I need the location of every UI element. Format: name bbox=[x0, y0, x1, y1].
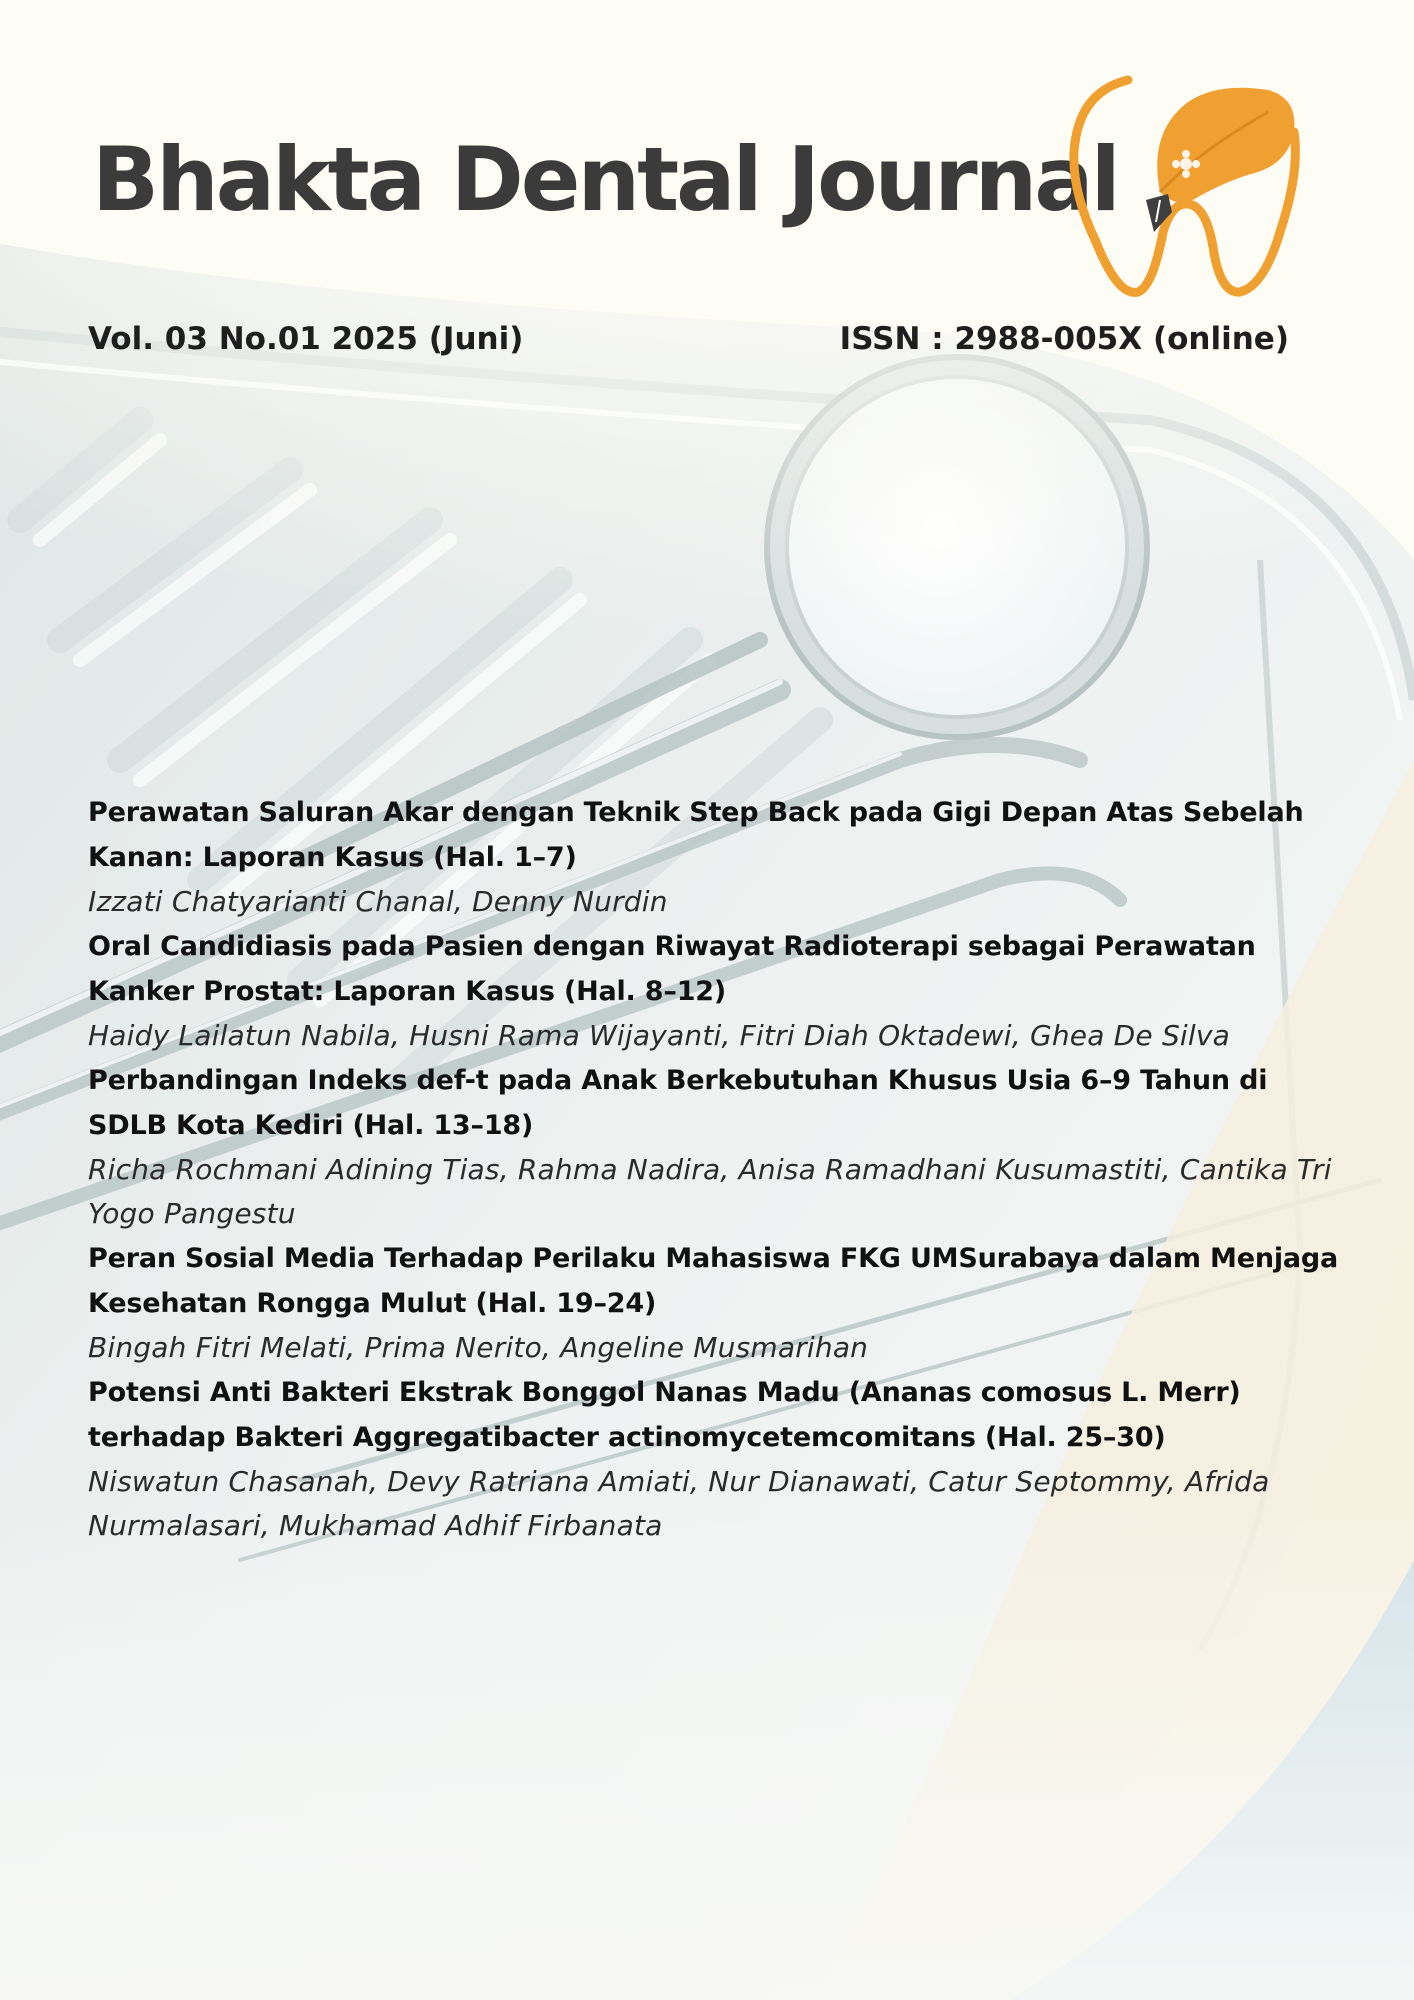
article-title[interactable]: Perawatan Saluran Akar dengan Teknik Step Back pada Gigi Depan Atas Sebelah Kanan: Laporan Kasus (Hal. 1–7) bbox=[88, 797, 1304, 873]
article-authors: Haidy Lailatun Nabila, Husni Rama Wijayanti, Fitri Diah Oktadewi, Ghea De Silva bbox=[88, 1019, 1231, 1052]
article-title[interactable]: Peran Sosial Media Terhadap Perilaku Mahasiswa FKG UMSurabaya dalam Menjaga Kesehatan Rongga Mulut (Hal. 19–24) bbox=[88, 1243, 1339, 1319]
article-entry bbox=[88, 924, 1353, 1058]
issn: ISSN : 2988-005X (online) bbox=[839, 321, 1289, 357]
article-title[interactable]: Oral Candidiasis pada Pasien dengan Riwayat Radioterapi sebagai Perawatan Kanker Prostat: Laporan Kasus (Hal. 8–12) bbox=[88, 931, 1256, 1007]
journal-title: Bhakta Dental Journal bbox=[92, 128, 1118, 231]
table-of-contents bbox=[88, 790, 1353, 1548]
tooth-pen-icon bbox=[1068, 72, 1306, 302]
article-title[interactable]: Perbandingan Indeks def-t pada Anak Berkebutuhan Khusus Usia 6–9 Tahun di SDLB Kota Kediri (Hal. 13–18) bbox=[88, 1065, 1268, 1141]
volume-issue: Vol. 03 No.01 2025 (Juni) bbox=[88, 321, 524, 357]
article-entry bbox=[88, 790, 1353, 924]
article-authors: Izzati Chatyarianti Chanal, Denny Nurdin bbox=[88, 885, 668, 918]
article-authors: Richa Rochmani Adining Tias, Rahma Nadira, Anisa Ramadhani Kusumastiti, Cantika Tri Yogo Pangestu bbox=[88, 1153, 1332, 1230]
article-title[interactable]: Potensi Anti Bakteri Ekstrak Bonggol Nanas Madu (Ananas comosus L. Merr) terhadap Bakteri Aggregatibacter actinomycetemcomitans (Hal. 25–30) bbox=[88, 1377, 1241, 1453]
article-entry bbox=[88, 1370, 1353, 1548]
article-authors: Bingah Fitri Melati, Prima Nerito, Angeline Musmarihan bbox=[88, 1331, 869, 1364]
article-authors: Niswatun Chasanah, Devy Ratriana Amiati, Nur Dianawati, Catur Septommy, Afrida Nurmalasari, Mukhamad Adhif Firbanata bbox=[88, 1465, 1270, 1542]
article-entry bbox=[88, 1236, 1353, 1370]
article-entry bbox=[88, 1058, 1353, 1236]
